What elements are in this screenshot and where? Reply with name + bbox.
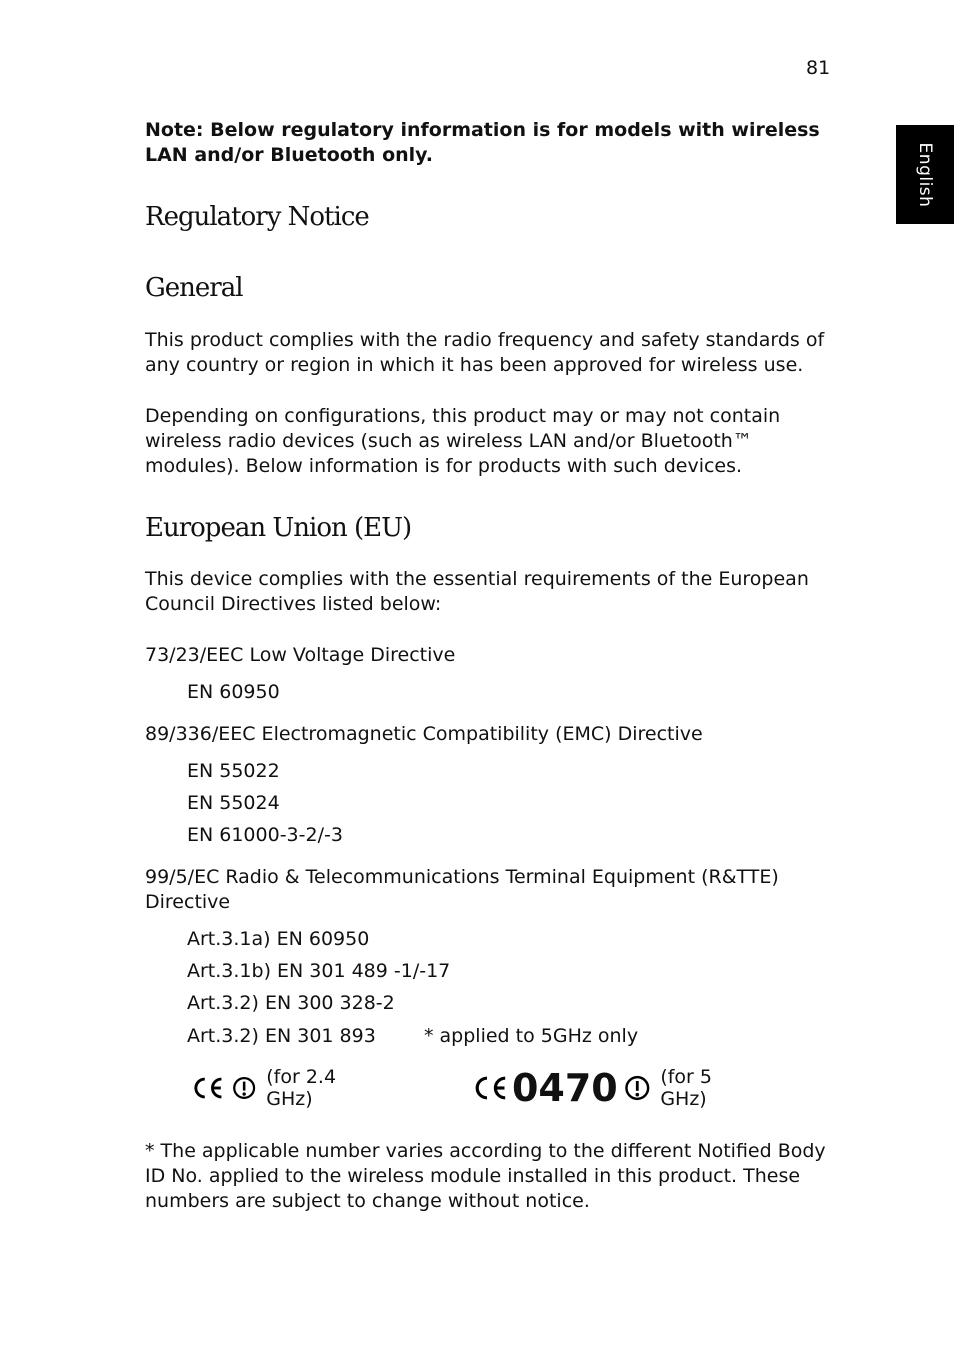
directive-rtte: 99/5/EC Radio & Telecommunications Terminal Equipment (R&TTE) Directive bbox=[145, 866, 779, 913]
general-paragraph-1: This product complies with the radio frequency and safety standards of any country or region in which it has been approved for wireless use. bbox=[145, 329, 825, 376]
directive-item: Art.3.2) EN 301 893 bbox=[187, 1025, 376, 1047]
wireless-note: Note: Below regulatory information is for models with wireless LAN and/or Bluetooth only. bbox=[145, 119, 820, 166]
ce-label-5ghz: (for 5 GHz) bbox=[660, 1066, 712, 1110]
ce-logo-icon bbox=[192, 1069, 224, 1107]
ce-mark-5ghz bbox=[473, 1066, 733, 1110]
ce-mark-24ghz bbox=[192, 1066, 344, 1110]
eu-intro: This device complies with the essential requirements of the European Council Directives listed below: bbox=[145, 568, 809, 615]
directive-item: Art.3.1a) EN 60950 bbox=[187, 928, 370, 950]
notified-body-number: 0470 bbox=[511, 1066, 618, 1110]
directive-item: EN 60950 bbox=[187, 681, 280, 703]
alert-circle-icon bbox=[624, 1069, 651, 1107]
directive-item: EN 61000-3-2/-3 bbox=[187, 824, 343, 846]
directive-item: EN 55022 bbox=[187, 760, 280, 782]
page-number: 81 bbox=[806, 57, 831, 79]
ce-label-24ghz: (for 2.4 GHz) bbox=[266, 1066, 337, 1110]
directive-low-voltage: 73/23/EEC Low Voltage Directive bbox=[145, 644, 456, 666]
eu-heading: European Union (EU) bbox=[145, 513, 412, 543]
regulatory-notice-heading: Regulatory Notice bbox=[145, 202, 369, 232]
alert-circle-icon bbox=[232, 1069, 256, 1107]
directive-item: Art.3.2) EN 300 328-2 bbox=[187, 992, 395, 1014]
5ghz-note: * applied to 5GHz only bbox=[424, 1025, 639, 1047]
footnote: * The applicable number varies according to the different Notified Body ID No. applied to the wireless module installed in this product. These numbers are subject to change without notice. bbox=[145, 1140, 826, 1212]
ce-logo-icon bbox=[473, 1069, 508, 1107]
language-tab-label: English bbox=[915, 142, 935, 207]
general-paragraph-2: Depending on configurations, this product may or may not contain wireless radio devices (such as wireless LAN and/or Bluetooth™ modules). Below information is for products with such devices. bbox=[145, 405, 781, 477]
language-tab bbox=[896, 125, 954, 224]
directive-item: Art.3.1b) EN 301 489 -1/-17 bbox=[187, 960, 451, 982]
general-heading: General bbox=[145, 273, 243, 303]
directive-item: EN 55024 bbox=[187, 792, 280, 814]
directive-emc: 89/336/EEC Electromagnetic Compatibility (EMC) Directive bbox=[145, 723, 703, 745]
